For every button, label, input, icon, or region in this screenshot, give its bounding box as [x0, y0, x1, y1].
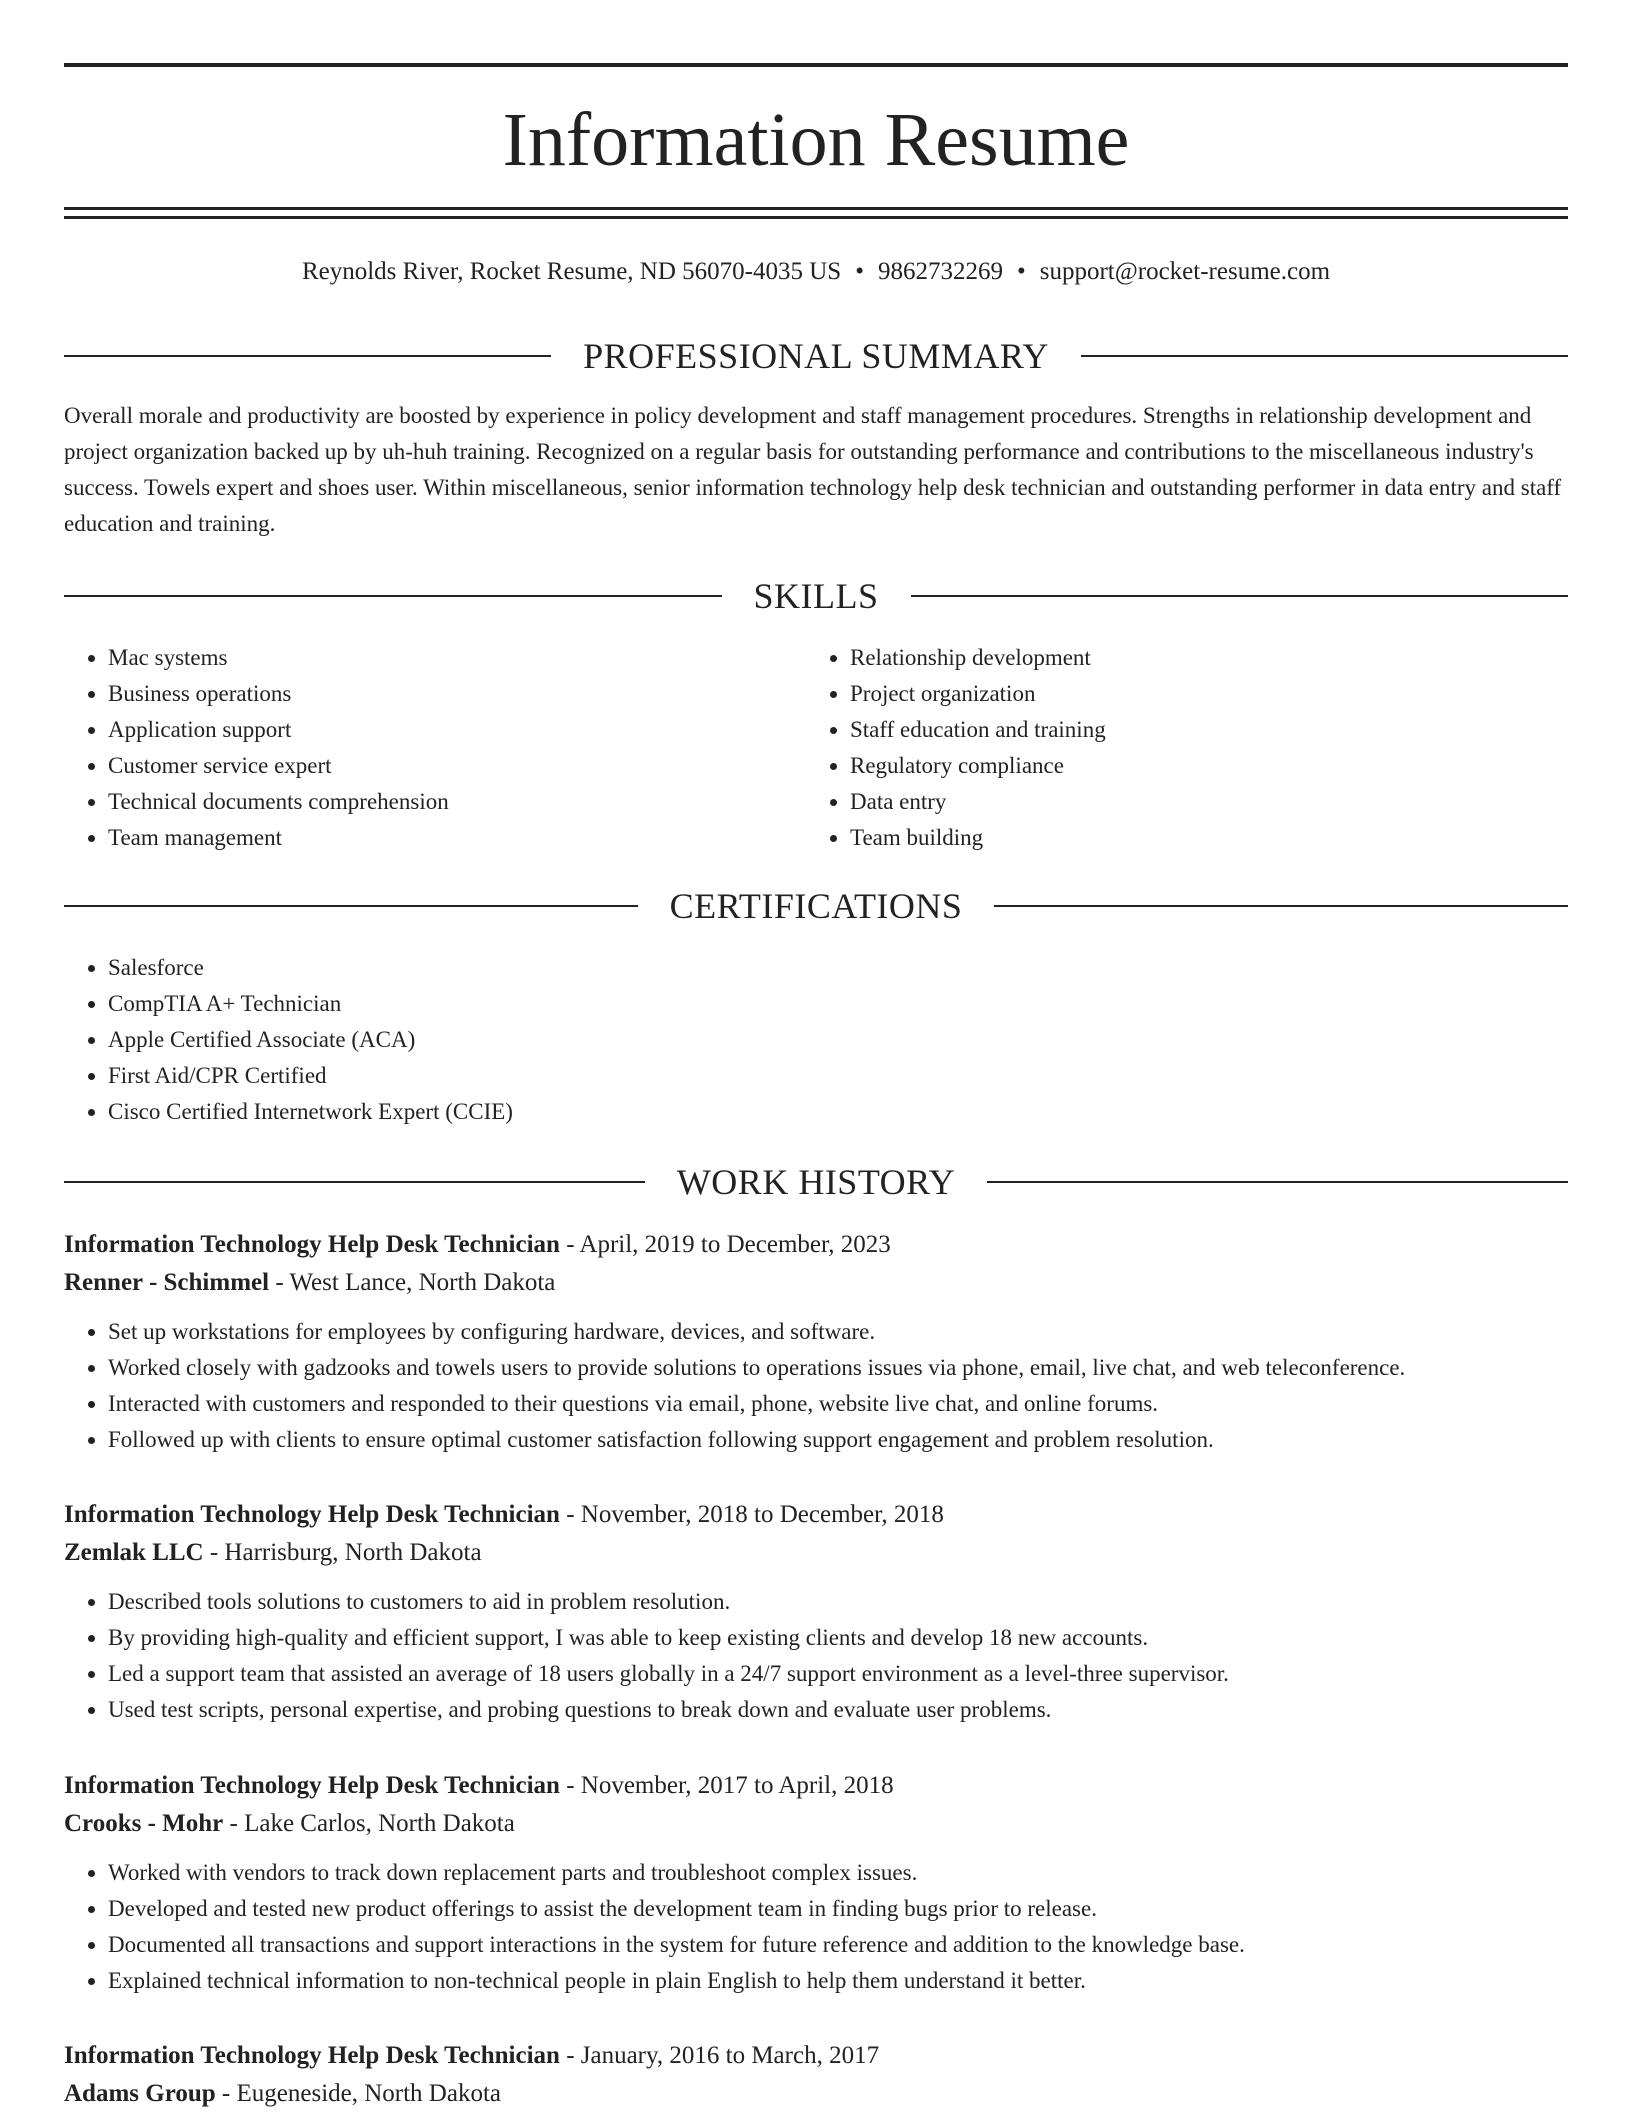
job-dates: - January, 2016 to March, 2017	[559, 2042, 880, 2069]
section-title: CERTIFICATIONS	[669, 886, 963, 926]
section-title: WORK HISTORY	[676, 1162, 956, 1202]
contact-phone: 9862732269	[877, 258, 1003, 285]
list-item: • Application support	[108, 712, 764, 748]
job-role-line	[64, 1767, 1568, 1805]
header-rule-top	[64, 63, 1568, 67]
divider	[911, 595, 1569, 597]
job-location: - West Lance, North Dakota	[269, 1269, 556, 1296]
job-role-line	[64, 2037, 1568, 2075]
list-item: • Relationship development	[850, 640, 1506, 676]
job-title: Information Technology Help Desk Technician	[64, 1231, 560, 1258]
list-item: • Set up workstations for employees by configuring hardware, devices, and software.	[108, 1314, 1568, 1350]
list-item: • Mac systems	[108, 640, 764, 676]
job-title: Information Technology Help Desk Technician	[64, 2042, 560, 2069]
job-entry	[64, 1226, 1568, 1458]
list-item: • First Aid/CPR Certified	[108, 1058, 1064, 1094]
job-company-line	[64, 1805, 1568, 1843]
list-item: • Apple Certified Associate (ACA)	[108, 1022, 1064, 1058]
contact-line	[64, 254, 1568, 290]
list-item: • Data entry	[850, 784, 1506, 820]
divider	[987, 1181, 1568, 1183]
job-company-line	[64, 1264, 1568, 1302]
section-title: PROFESSIONAL SUMMARY	[583, 336, 1049, 376]
skills-column-left	[64, 640, 764, 856]
job-company: Zemlak LLC	[64, 1539, 204, 1566]
job-duties-list	[64, 1584, 1568, 1728]
job-dates: - November, 2017 to April, 2018	[559, 1772, 894, 1799]
divider	[994, 905, 1568, 907]
job-company: Crooks - Mohr	[64, 1810, 224, 1837]
list-item: • By providing high-quality and efficient support, I was able to keep existing clients and develop 18 new accounts.	[108, 1620, 1568, 1656]
contact-separator: •	[1016, 258, 1026, 285]
list-item: • Business operations	[108, 676, 764, 712]
skills-list	[64, 640, 764, 856]
list-item: • Used test scripts, personal expertise, and probing questions to break down and evaluate user problems.	[108, 1692, 1568, 1728]
list-item: • Explained technical information to non-technical people in plain English to help them understand it better.	[108, 1963, 1568, 1999]
list-item: • Led a support team that assisted an average of 18 users globally in a 24/7 support environment as a level-three supervisor.	[108, 1656, 1568, 1692]
list-item: • Documented all transactions and support interactions in the system for future reference and addition to the knowledge base.	[108, 1927, 1568, 1963]
list-item: • CompTIA A+ Technician	[108, 986, 1064, 1022]
skills-list	[806, 640, 1506, 856]
section-heading-work-history	[64, 1160, 1568, 1204]
certifications-list	[64, 950, 1064, 1130]
job-role-line	[64, 1496, 1568, 1534]
list-item: • Worked with vendors to track down replacement parts and troubleshoot complex issues.	[108, 1855, 1568, 1891]
job-company: Adams Group	[64, 2080, 216, 2107]
job-entry	[64, 1767, 1568, 1999]
list-item: • Technical documents comprehension	[108, 784, 764, 820]
list-item: • Developed and tested new product offerings to assist the development team in finding bugs prior to release.	[108, 1891, 1568, 1927]
list-item: • Salesforce	[108, 950, 1064, 986]
certifications-block	[64, 950, 1064, 1130]
job-company-line	[64, 1534, 1568, 1572]
job-location: - Lake Carlos, North Dakota	[223, 1810, 515, 1837]
list-item: • Cisco Certified Internetwork Expert (CCIE)	[108, 1094, 1064, 1130]
list-item: • Interacted with customers and responded to their questions via email, phone, website live chat, and online forums.	[108, 1386, 1568, 1422]
list-item: • Team management	[108, 820, 764, 856]
resume-title: Information Resume	[502, 98, 1130, 182]
job-location: - Eugeneside, North Dakota	[215, 2080, 501, 2107]
list-item: • Regulatory compliance	[850, 748, 1506, 784]
contact-address: Reynolds River, Rocket Resume, ND 56070-4035 US	[301, 258, 842, 285]
skills-column-right	[806, 640, 1506, 856]
list-item: • Team building	[850, 820, 1506, 856]
job-title: Information Technology Help Desk Technician	[64, 1501, 560, 1528]
job-company: Renner - Schimmel	[64, 1269, 270, 1296]
list-item: • Customer service expert	[108, 748, 764, 784]
job-dates: - April, 2019 to December, 2023	[559, 1231, 891, 1258]
contact-email: support@rocket-resume.com	[1039, 258, 1331, 285]
header-rule-bottom-double	[64, 216, 1568, 219]
divider	[64, 355, 551, 357]
header-rule-bottom	[64, 207, 1568, 210]
job-entry	[64, 1496, 1568, 1728]
list-item: • Followed up with clients to ensure optimal customer satisfaction following support engagement and problem resolution.	[108, 1422, 1568, 1458]
list-item: • Staff education and training	[850, 712, 1506, 748]
job-role-line	[64, 1226, 1568, 1264]
job-duties-list	[64, 1855, 1568, 1999]
list-item: • Described tools solutions to customers to aid in problem resolution.	[108, 1584, 1568, 1620]
section-heading-summary	[64, 334, 1568, 378]
summary-paragraph: Overall morale and productivity are boosted by experience in policy development and staff management procedures. Strengths in relationship development and project organization backed up by uh-huh training. Recognized on a regular basis for outstanding performance and contributions to the miscellaneous industry's success. Towels expert and shoes user. Within miscellaneous, senior information technology help desk technician and outstanding performer in data entry and staff education and training.	[64, 403, 1562, 536]
list-item: • Project organization	[850, 676, 1506, 712]
job-company-line	[64, 2075, 1568, 2113]
job-location: - Harrisburg, North Dakota	[203, 1539, 482, 1566]
divider	[64, 905, 638, 907]
job-dates: - November, 2018 to December, 2018	[559, 1501, 944, 1528]
divider	[64, 595, 722, 597]
job-title: Information Technology Help Desk Technician	[64, 1772, 560, 1799]
job-duties-list	[64, 1314, 1568, 1458]
section-heading-certifications	[64, 884, 1568, 928]
divider	[64, 1181, 645, 1183]
divider	[1081, 355, 1568, 357]
section-heading-skills	[64, 574, 1568, 618]
job-entry	[64, 2037, 1568, 2113]
list-item: • Worked closely with gadzooks and towels users to provide solutions to operations issues via phone, email, live chat, and web teleconference.	[108, 1350, 1568, 1386]
section-title: SKILLS	[753, 576, 879, 616]
contact-separator: •	[855, 258, 864, 285]
